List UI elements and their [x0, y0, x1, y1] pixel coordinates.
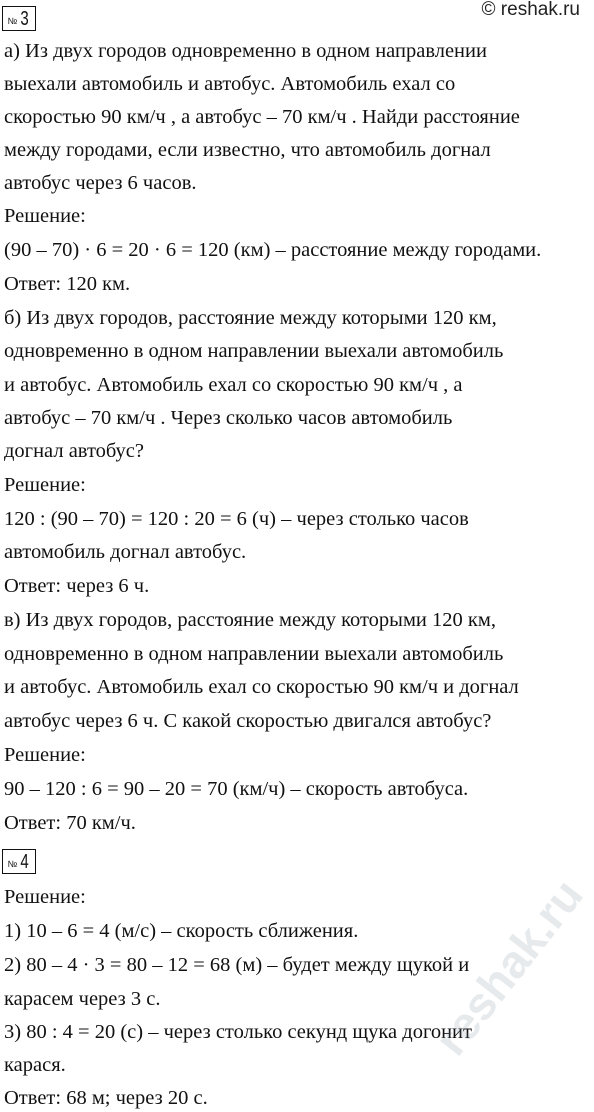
- text-line: карасем через 3 с.: [4, 988, 161, 1010]
- text-line: одновременно в одном направлении выехали автомобиль: [4, 340, 504, 362]
- site-watermark: © reshak.ru: [481, 0, 580, 20]
- text-line: 90 – 120 : 6 = 90 – 20 = 70 (км/ч) – скорость автобуса.: [4, 778, 469, 800]
- text-line: автобус – 70 км/ч . Через сколько часов автомобиль: [4, 407, 453, 429]
- text-line: (90 – 70) · 6 = 20 · 6 = 120 (км) – расстояние между городами.: [4, 239, 542, 261]
- text-line: и автобус. Автомобиль ехал со скоростью 90 км/ч , а: [4, 374, 463, 396]
- text-line: автобус через 6 часов.: [4, 172, 197, 194]
- text-line: 120 : (90 – 70) = 120 : 20 = 6 (ч) – через столько часов: [4, 508, 469, 530]
- text-line: автомобиль догнал автобус.: [4, 541, 247, 563]
- text-line: в) Из двух городов, расстояние между которыми 120 км,: [4, 609, 496, 631]
- text-line: Решение:: [4, 744, 86, 766]
- ghost-watermark: [385, 869, 594, 1080]
- badge-number: 4: [20, 851, 29, 873]
- text-line: б) Из двух городов, расстояние между которыми 120 км,: [4, 307, 497, 329]
- text-line: карася.: [4, 1054, 66, 1076]
- problem-3-badge: [2, 6, 36, 31]
- text-line: Решение:: [4, 205, 86, 227]
- text-line: Решение:: [4, 474, 86, 496]
- problem-4-badge: [2, 849, 36, 874]
- text-line: скоростью 90 км/ч , а автобус – 70 км/ч . Найди расстояние: [4, 106, 520, 128]
- text-line: а) Из двух городов одновременно в одном направлении: [4, 40, 487, 62]
- text-line: автобус через 6 ч. С какой скоростью двигался автобус?: [4, 710, 492, 732]
- text-line: Решение:: [4, 886, 86, 908]
- text-line: Ответ: 120 км.: [4, 273, 131, 295]
- text-line: выехали автомобиль и автобус. Автомобиль ехал со: [4, 73, 456, 95]
- badge-number-sign: №: [7, 16, 18, 26]
- badge-number: 3: [20, 8, 29, 30]
- text-line: Ответ: 70 км/ч.: [4, 812, 136, 834]
- text-line: 3) 80 : 4 = 20 (с) – через столько секунд щука догонит: [4, 1021, 472, 1043]
- text-line: между городами, если известно, что автомобиль догнал: [4, 139, 491, 161]
- badge-number-sign: №: [7, 859, 18, 869]
- text-line: Ответ: через 6 ч.: [4, 575, 150, 597]
- ghost-watermark-text: reshak.ru: [424, 869, 593, 1065]
- text-line: 2) 80 – 4 · 3 = 80 – 12 = 68 (м) – будет между щукой и: [4, 954, 470, 976]
- text-line: одновременно в одном направлении выехали автомобиль: [4, 643, 504, 665]
- text-line: догнал автобус?: [4, 440, 144, 462]
- text-line: и автобус. Автомобиль ехал со скоростью 90 км/ч и догнал: [4, 676, 519, 698]
- text-line: Ответ: 68 м; через 20 с.: [4, 1087, 208, 1109]
- text-line: 1) 10 – 6 = 4 (м/с) – скорость сближения.: [4, 920, 359, 942]
